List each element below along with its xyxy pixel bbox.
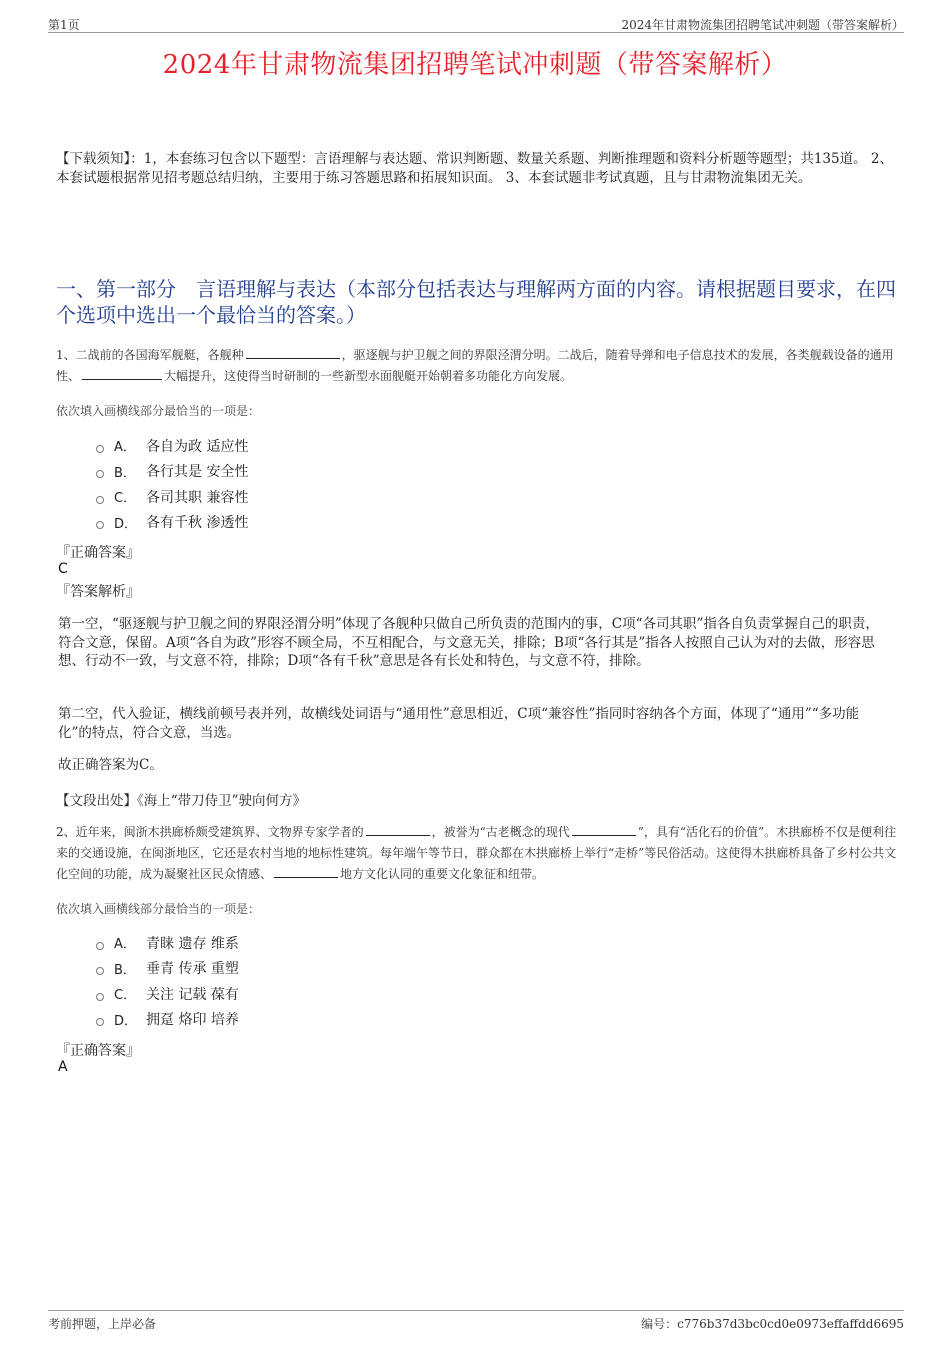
question-2-blank-2: [572, 822, 636, 836]
question-1-analysis-2: 第二空，代入验证，横线前顿号表并列，故横线处词语与“通用性”意思相近，C项“兼容性”指同时容纳各个方面，体现了“通用”“多功能化”的特点，符合文意，当选。: [58, 706, 860, 741]
question-2-text-d: 地方文化认同的重要文化象征和纽带。: [340, 867, 545, 881]
question-2-text-a: 2、近年来，闽浙木拱廊桥颇受建筑界、文物界专家学者的: [56, 825, 364, 839]
radio-icon[interactable]: [96, 496, 104, 504]
page-footer: [48, 1310, 904, 1331]
radio-icon[interactable]: [96, 942, 104, 950]
radio-icon[interactable]: [96, 1018, 104, 1026]
question-1-blank-1: [246, 345, 340, 359]
question-2-option-b[interactable]: B． 垂青 传承 重塑: [96, 956, 239, 982]
radio-icon[interactable]: [96, 470, 104, 478]
question-1-option-a[interactable]: A． 各自为政 适应性: [96, 433, 248, 459]
page-title: 2024年甘肃物流集团招聘笔试冲刺题（带答案解析）: [162, 50, 788, 80]
radio-icon[interactable]: [96, 993, 104, 1001]
radio-icon[interactable]: [96, 967, 104, 975]
section-heading: 一、第一部分 言语理解与表达（本部分包括表达与理解两方面的内容。请根据题目要求，在四个选项中选出一个最恰当的答案。）: [56, 277, 896, 327]
question-2-blank-1: [366, 822, 430, 836]
radio-icon[interactable]: [96, 521, 104, 529]
question-2-prompt: 依次填入画横线部分最恰当的一项是：: [56, 902, 261, 916]
question-1-blank-2: [82, 366, 162, 380]
question-1-analysis-label: 『答案解析』: [56, 584, 140, 600]
question-1-option-d[interactable]: D． 各有千秋 渗透性: [96, 510, 248, 536]
question-1-options: [96, 433, 248, 535]
question-2-text-b: ，被誉为“古老概念的现代: [431, 825, 570, 839]
page-number: 第1页: [48, 18, 80, 32]
question-1-option-c[interactable]: C． 各司其职 兼容性: [96, 484, 248, 510]
question-2-stem: [56, 822, 898, 885]
footer-doc-id: 编号：c776b37d3bc0cd0e0973effaffdd6695: [641, 1317, 904, 1331]
question-1-source: 【文段出处】《海上“带刀侍卫”驶向何方》: [56, 793, 307, 809]
question-1-analysis-1: 第一空，“驱逐舰与护卫舰之间的界限泾渭分明”体现了各舰种只做自己所负责的范围内的事，C项“各司其职”指各自负责掌握自己的职责，符合文意，保留。A项“各自为政”形容不顾全局，不互相配合，与文意无关，排除；B项“各行其是”指各人按照自己认为对的去做，形容思想、行动不一致，与文意不符，排除；D项“各有千秋”意思是各有长处和特色，与文意不符，排除。: [58, 616, 879, 669]
download-notice: 【下载须知】：1，本套练习包含以下题型：言语理解与表达题、常识判断题、数量关系题、判断推理题和资料分析题等题型；共135道。 2、本套试题根据常见招考题总结归纳，主要用于练习答题思路和拓展知识面。 3、本套试题非考试真题，且与甘肃物流集团无关。: [56, 151, 893, 186]
question-1-answer-label: 『正确答案』: [56, 545, 140, 561]
footer-slogan: 考前押题，上岸必备: [48, 1317, 157, 1331]
header-doc-title: 2024年甘肃物流集团招聘笔试冲刺题（带答案解析）: [621, 18, 904, 32]
question-1-analysis-3: 故正确答案为C。: [58, 757, 163, 773]
question-2-text-c: ”，具有“活化石的价值”。木拱廊桥不仅是便利往来的交通设施，在闽浙地区，它还是农村当地的地标性建筑。每年端午等节日，群众都在木拱廊桥上举行“走桥”等民俗活动。这使得木拱廊桥具备了乡村公共文化空间的功能，成为凝聚社区民众情感、: [56, 825, 897, 881]
page-header: [48, 14, 904, 33]
question-1-option-b[interactable]: B． 各行其是 安全性: [96, 459, 248, 485]
question-1-prompt: 依次填入画横线部分最恰当的一项是：: [56, 404, 261, 418]
question-1-answer: C: [58, 561, 68, 577]
question-2-options: [96, 930, 239, 1032]
question-1-text-b: ，驱逐舰与护卫舰之间的界限泾渭分明。二战后，随着导弹和电子信息技术的发展，各类舰载设备的通用性、: [56, 348, 894, 383]
question-2-option-d[interactable]: D． 拥趸 烙印 培养: [96, 1007, 239, 1033]
question-2-answer-label: 『正确答案』: [56, 1043, 140, 1059]
question-2-answer: A: [58, 1059, 68, 1075]
question-1-text-c: 大幅提升，这使得当时研制的一些新型水面舰艇开始朝着多功能化方向发展。: [164, 369, 573, 383]
question-2-option-c[interactable]: C． 关注 记载 葆有: [96, 981, 239, 1007]
question-2-option-a[interactable]: A． 青睐 遗存 维系: [96, 930, 239, 956]
question-1-text-a: 1、二战前的各国海军舰艇，各舰种: [56, 348, 244, 362]
radio-icon[interactable]: [96, 445, 104, 453]
question-2-blank-3: [274, 864, 338, 878]
question-1-stem: [56, 345, 898, 387]
